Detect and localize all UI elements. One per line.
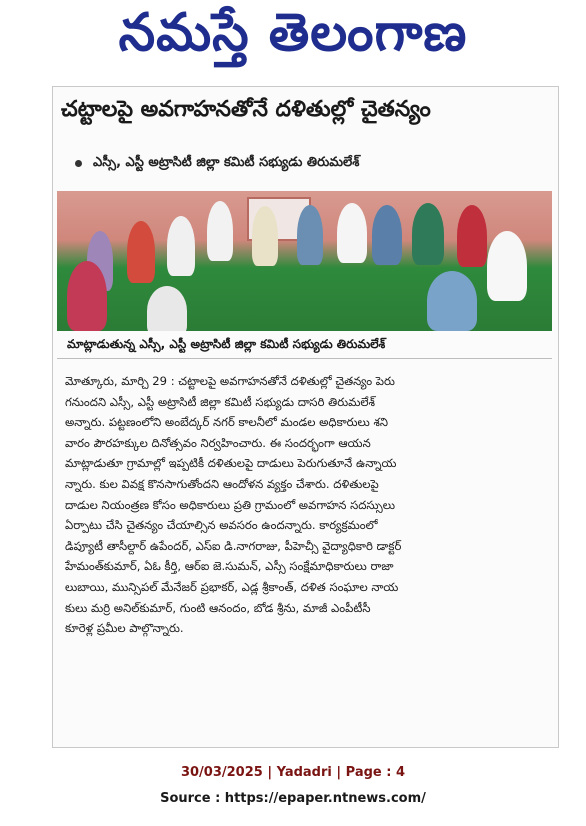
photo-person — [207, 201, 233, 261]
body-line: మోత్కూరు, మార్చి 29 : చట్టాలపై అవగాహనతోనే దళితుల్లో చైతన్యం పెరు — [65, 374, 395, 388]
article-subhead: ఎస్సీ, ఎస్టీ అట్రాసిటీ జిల్లా కమిటీ సభ్యుడు తిరుమలేశ్ — [93, 155, 360, 170]
article-photo — [57, 191, 552, 331]
body-line: వారం పౌరహక్కుల దినోత్సవం నిర్వహించారు. ఈ సందర్భంగా ఆయన — [65, 435, 371, 450]
body-line: కులు మర్రి అనిల్‌కుమార్, గుంటి ఆనందం, బోడ శ్రీను, మాజీ ఎంపీటీసీ — [65, 600, 371, 615]
body-line: లుబాయి, మున్సిపల్ మేనేజర్ ప్రభాకర్, ఎడ్ల శ్రీకాంత్, దళిత సంఘాల నాయ — [65, 579, 399, 594]
edition-info: 30/03/2025 | Yadadri | Page : 4 — [180, 765, 406, 780]
body-line: అన్నారు. పట్టణంలోని అంబేద్కర్ నగర్ కాలనీలో మండల అధికారులు శని — [65, 415, 388, 430]
masthead — [0, 0, 586, 80]
photo-person — [337, 203, 367, 263]
newspaper-title: నమస్తే తెలంగాణ — [118, 2, 468, 63]
bullet-icon — [75, 160, 82, 167]
body-line: గనుందని ఎస్సీ, ఎస్టీ అట్రాసిటీ జిల్లా కమిటీ సభ్యుడు దాసరి తిరుమలేశ్ — [65, 394, 375, 409]
photo-person — [427, 271, 477, 331]
body-line: హేమంత్‌కుమార్, ఏఓ కీర్తి, ఆర్ఐ జె.సుమన్, ఎస్సీ సంక్షేమాధికారులు రాజా — [65, 559, 394, 574]
article-body — [65, 371, 550, 639]
body-line: మాట్లాడుతూ గ్రామాల్లో ఇప్పటికీ దళితులపై దాడులు పెరుగుతూనే ఉన్నాయ — [65, 456, 397, 471]
photo-person — [127, 221, 155, 283]
photo-person — [167, 216, 195, 276]
body-line: దాడుల నియంత్రణ కోసం అధికారులు ప్రతి గ్రామంలో అవగాహన సదస్సులు — [65, 497, 395, 512]
body-line: కూరెళ్ల ప్రమీల పాల్గొన్నారు. — [65, 621, 184, 636]
body-line: ఏర్పాటు చేసి చైతన్యం చేయాల్సిన అవసరం ఉందన్నారు. కార్యక్రమంలో — [65, 518, 378, 533]
photo-person — [297, 205, 323, 265]
body-line: డిప్యూటీ తాసీల్దార్ ఉపేందర్, ఎస్ఐ డి.నాగరాజు, పీహెచ్సీ వైద్యాధికారి డాక్టర్ — [65, 538, 402, 553]
photo-caption: మాట్లాడుతున్న ఎస్సీ, ఎస్టీ అట్రాసిటీ జిల్లా కమిటీ సభ్యుడు తిరుమలేశ్ — [57, 337, 552, 359]
article-headline: చట్టాలపై అవగాహనతోనే దళితుల్లో చైతన్యం — [61, 97, 431, 122]
body-line: న్నారు. కుల వివక్ష కొనసాగుతోందని ఆందోళన వ్యక్తం చేశారు. దళితులపై — [65, 476, 379, 491]
article-clipping — [52, 86, 559, 748]
photo-person — [457, 205, 487, 267]
photo-person — [67, 261, 107, 331]
photo-person — [487, 231, 527, 301]
photo-person — [147, 286, 187, 331]
source-link[interactable]: Source : https://epaper.ntnews.com/ — [160, 791, 426, 806]
photo-person — [252, 206, 278, 266]
photo-person — [412, 203, 444, 265]
photo-person — [372, 205, 402, 265]
page-footer — [0, 760, 586, 812]
